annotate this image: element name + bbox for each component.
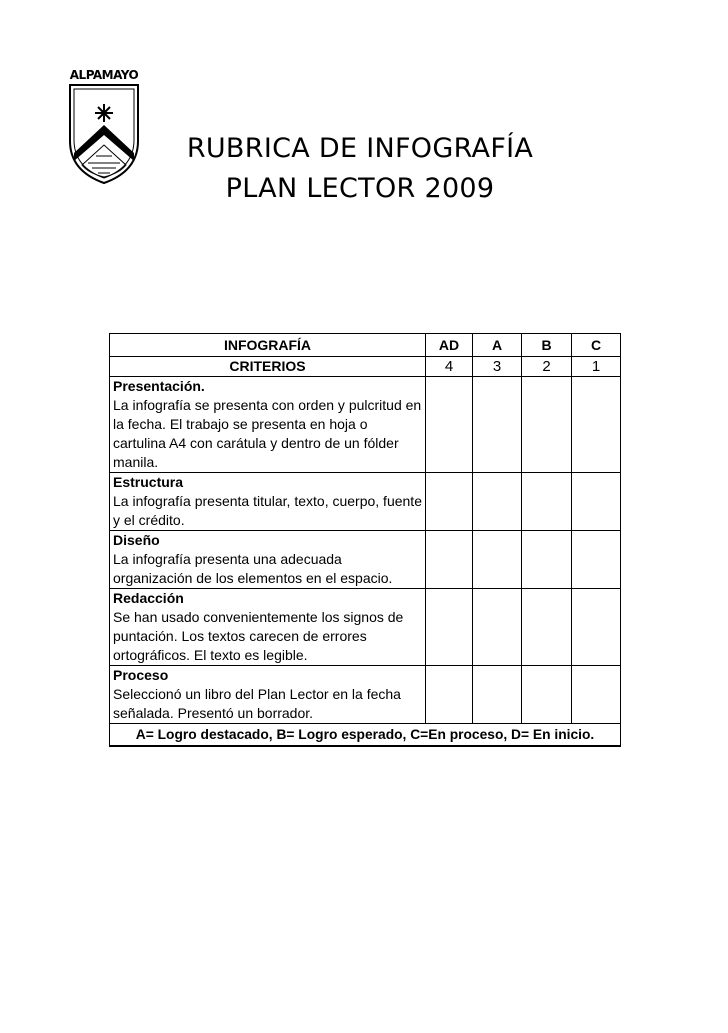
table-row — [110, 589, 621, 666]
table-row — [110, 531, 621, 589]
score-cell — [473, 377, 522, 473]
score-cell — [426, 531, 473, 589]
header-level-c: C — [572, 334, 621, 357]
criterion-diseno — [110, 531, 426, 589]
table-header-row — [110, 334, 621, 357]
criterion-proceso — [110, 666, 426, 724]
legend-row — [110, 724, 621, 747]
page-subtitle: PLAN LECTOR 2009 — [225, 173, 495, 204]
score-cell — [572, 473, 621, 531]
score-ad: 4 — [426, 357, 473, 377]
criterion-redaccion — [110, 589, 426, 666]
score-cell — [426, 666, 473, 724]
score-cell — [473, 666, 522, 724]
criterion-title: Proceso — [113, 667, 169, 683]
header-level-b: B — [522, 334, 572, 357]
legend-text: A= Logro destacado, B= Logro esperado, C=En proceso, D= En inicio. — [110, 724, 621, 747]
coat-of-arms-icon — [66, 83, 142, 185]
criterion-title: Presentación. — [113, 378, 205, 394]
score-cell — [473, 473, 522, 531]
score-cell — [522, 473, 572, 531]
score-cell — [572, 531, 621, 589]
score-cell — [522, 377, 572, 473]
score-c: 1 — [572, 357, 621, 377]
criterion-presentacion — [110, 377, 426, 473]
score-a: 3 — [473, 357, 522, 377]
criterion-title: Estructura — [113, 474, 184, 490]
rubric-table — [109, 333, 621, 747]
header-level-a: A — [473, 334, 522, 357]
criterion-description: La infografía presenta una adecuada organización de los elementos en el espacio. — [113, 551, 393, 586]
score-cell — [473, 589, 522, 666]
header-level-ad: AD — [426, 334, 473, 357]
criterion-description: Se han usado convenientemente los signos de puntación. Los textos carecen de errores ortográficos. El texto es legible. — [113, 609, 404, 663]
table-row — [110, 666, 621, 724]
criterion-title: Redacción — [113, 590, 184, 606]
score-cell — [572, 589, 621, 666]
header-criterios: CRITERIOS — [110, 357, 426, 377]
table-subheader-row — [110, 357, 621, 377]
page-title: RUBRICA DE INFOGRAFÍA — [186, 133, 534, 164]
criterion-estructura — [110, 473, 426, 531]
table-row — [110, 377, 621, 473]
criterion-description: Seleccionó un libro del Plan Lector en la fecha señalada. Presentó un borrador. — [113, 686, 401, 721]
score-cell — [426, 473, 473, 531]
school-logo — [64, 68, 144, 186]
criterion-title: Diseño — [113, 532, 160, 548]
logo-text: ALPAMAYO — [69, 68, 139, 82]
header-infografia: INFOGRAFÍA — [110, 334, 426, 357]
score-b: 2 — [522, 357, 572, 377]
score-cell — [426, 377, 473, 473]
criterion-description: La infografía se presenta con orden y pulcritud en la fecha. El trabajo se presenta en hoja o cartulina A4 con carátula y dentro de un fólder manila. — [113, 397, 422, 470]
score-cell — [572, 377, 621, 473]
score-cell — [473, 531, 522, 589]
score-cell — [522, 531, 572, 589]
criterion-description: La infografía presenta titular, texto, cuerpo, fuente y el crédito. — [113, 493, 422, 528]
score-cell — [522, 589, 572, 666]
table-row — [110, 473, 621, 531]
score-cell — [572, 666, 621, 724]
score-cell — [522, 666, 572, 724]
score-cell — [426, 589, 473, 666]
